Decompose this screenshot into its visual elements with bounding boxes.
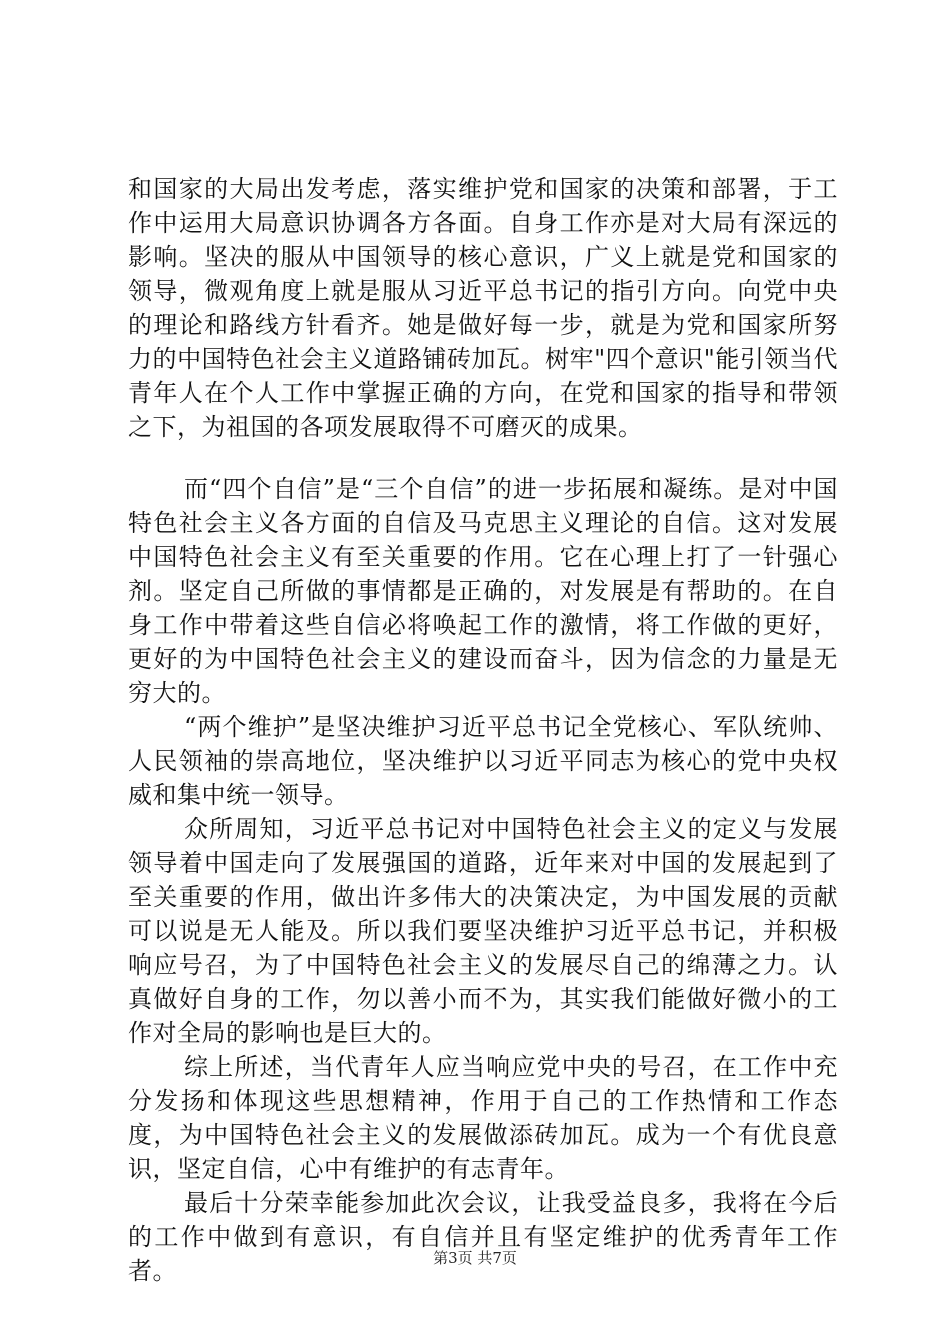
paragraph-summary: 综上所述，当代青年人应当响应党中央的号召，在工作中充分发扬和体现这些思想精神，作用于自己的工作热情和工作态度，为中国特色社会主义的发展做添砖加瓦。成为一个有优良意识，坚定自信，心中有维护的有志青年。 — [128, 1053, 838, 1183]
paragraph-four-confidences: 而“四个自信”是“三个自信”的进一步拓展和凝练。是对中国特色社会主义各方面的自信及马克思主义理论的自信。这对发展中国特色社会主义有至关重要的作用。它在心理上打了一针强心剂。坚定自己所做的事情都是正确的，对发展是有帮助的。在自身工作中带着这些自信必将唤起工作的激情，将工作做的更好，更好的为中国特色社会主义的建设而奋斗，因为信念的力量是无穷大的。 — [128, 475, 838, 707]
paragraph-closing: 最后十分荣幸能参加此次会议，让我受益良多，我将在今后的工作中做到有意识，有自信并且有坚定维护的优秀青年工作者。 — [128, 1189, 838, 1285]
paragraph-leadership: 众所周知，习近平总书记对中国特色社会主义的定义与发展领导着中国走向了发展强国的道路，近年来对中国的发展起到了至关重要的作用，做出许多伟大的决策决定，为中国发展的贡献可以说是无人能及。所以我们要坚决维护习近平总书记，并积极响应号召，为了中国特色社会主义的发展尽自己的绵薄之力。认真做好自身的工作，勿以善小而不为，其实我们能做好微小的工作对全局的影响也是巨大的。 — [128, 815, 838, 1047]
document-body — [128, 172, 838, 1288]
paragraph-two-safeguards: “两个维护”是坚决维护习近平总书记全党核心、军队统帅、人民领袖的崇高地位，坚决维护以习近平同志为核心的党中央权威和集中统一领导。 — [128, 713, 838, 809]
paragraph-continuation: 和国家的大局出发考虑，落实维护党和国家的决策和部署，于工作中运用大局意识协调各方各面。自身工作亦是对大局有深远的影响。坚决的服从中国领导的核心意识，广义上就是党和国家的领导，微观角度上就是服从习近平总书记的指引方向。向党中央的理论和路线方针看齐。她是做好每一步，就是为党和国家所努力的中国特色社会主义道路铺砖加瓦。树牢"四个意识"能引领当代青年人在个人工作中掌握正确的方向，在党和国家的指导和带领之下，为祖国的各项发展取得不可磨灭的成果。 — [128, 175, 838, 441]
page-number-footer: 第3页 共7页 — [433, 1249, 517, 1267]
